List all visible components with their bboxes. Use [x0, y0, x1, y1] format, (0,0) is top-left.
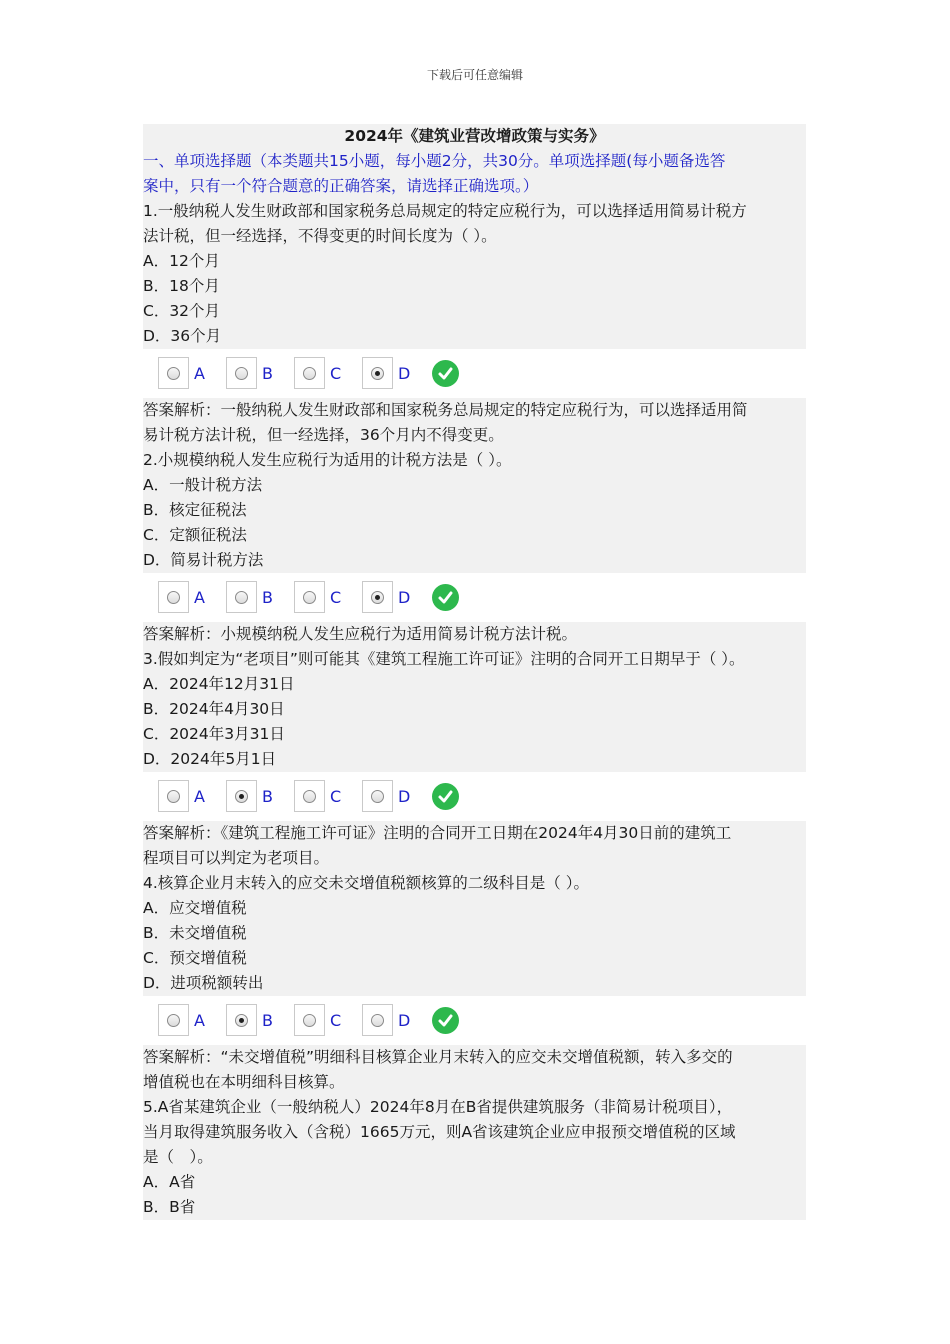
- option-text: B．B省: [143, 1198, 196, 1216]
- question-stem: 5.A省某建筑企业（一般纳税人）2024年8月在B省提供建筑服务（非简易计税项目），: [143, 1098, 733, 1116]
- answer-analysis: 答案解析：一般纳税人发生财政部和国家税务总局规定的特定应税行为，可以选择适用简: [143, 401, 748, 419]
- radio-box[interactable]: [294, 357, 325, 389]
- question-stem: 当月取得建筑服务收入（含税）1665万元，则A省该建筑企业应申报预交增值税的区域: [143, 1123, 736, 1141]
- option-text: C．2024年3月31日: [143, 725, 285, 743]
- answer-option-radio[interactable]: [294, 357, 355, 389]
- answer-radio-group: [158, 779, 459, 813]
- radio-box[interactable]: [294, 581, 325, 613]
- radio-empty-icon[interactable]: [235, 367, 248, 380]
- answer-analysis: 答案解析：“未交增值税”明细科目核算企业月末转入的应交未交增值税额，转入多交的: [143, 1048, 733, 1066]
- answer-option-radio[interactable]: [294, 780, 355, 812]
- radio-empty-icon[interactable]: [167, 1014, 180, 1027]
- answer-analysis: 程项目可以判定为老项目。: [143, 849, 330, 867]
- radio-empty-icon[interactable]: [371, 1014, 384, 1027]
- option-text: D．2024年5月1日: [143, 750, 277, 768]
- radio-empty-icon[interactable]: [235, 591, 248, 604]
- question-stem: 1.一般纳税人发生财政部和国家税务总局规定的特定应税行为，可以选择适用简易计税方: [143, 202, 747, 220]
- option-text: A．应交增值税: [143, 899, 247, 917]
- answer-option-radio[interactable]: [226, 357, 287, 389]
- radio-empty-icon[interactable]: [303, 790, 316, 803]
- question-stem: 是（ ）。: [143, 1148, 213, 1166]
- radio-box[interactable]: [226, 1004, 257, 1036]
- answer-radio-group: [158, 580, 459, 614]
- radio-box[interactable]: [158, 357, 189, 389]
- radio-box[interactable]: [226, 581, 257, 613]
- radio-label: B: [262, 363, 273, 383]
- radio-empty-icon[interactable]: [303, 367, 316, 380]
- radio-dot-icon: [375, 595, 380, 600]
- radio-dot-icon: [239, 794, 244, 799]
- answer-option-radio[interactable]: [294, 581, 355, 613]
- radio-box[interactable]: [158, 581, 189, 613]
- radio-label: A: [194, 587, 205, 607]
- radio-label: D: [398, 786, 411, 806]
- question-stem: 4.核算企业月末转入的应交未交增值税额核算的二级科目是（ ）。: [143, 874, 589, 892]
- radio-box[interactable]: [362, 780, 393, 812]
- radio-box[interactable]: [362, 581, 393, 613]
- radio-label: C: [330, 587, 342, 607]
- radio-label: C: [330, 1010, 342, 1030]
- option-text: B．核定征税法: [143, 501, 247, 519]
- option-text: C．32个月: [143, 302, 221, 320]
- radio-label: C: [330, 786, 342, 806]
- radio-label: D: [398, 587, 411, 607]
- radio-selected-icon[interactable]: [235, 1014, 248, 1027]
- answer-option-radio[interactable]: [158, 1004, 219, 1036]
- radio-label: B: [262, 587, 273, 607]
- radio-label: D: [398, 1010, 411, 1030]
- radio-box[interactable]: [158, 1004, 189, 1036]
- option-text: A．A省: [143, 1173, 196, 1191]
- correct-check-icon: [432, 584, 459, 611]
- correct-check-icon: [432, 1007, 459, 1034]
- radio-box[interactable]: [158, 780, 189, 812]
- question-stem: 2.小规模纳税人发生应税行为适用的计税方法是（ ）。: [143, 451, 512, 469]
- question-stem: 法计税，但一经选择，不得变更的时间长度为（ ）。: [143, 227, 497, 245]
- section-heading-line: 案中，只有一个符合题意的正确答案，请选择正确选项。）: [143, 177, 539, 195]
- option-text: D．简易计税方法: [143, 551, 264, 569]
- option-text: D．36个月: [143, 327, 222, 345]
- radio-empty-icon[interactable]: [167, 591, 180, 604]
- radio-label: C: [330, 363, 342, 383]
- answer-option-radio[interactable]: [362, 357, 423, 389]
- radio-dot-icon: [375, 371, 380, 376]
- section-heading-line: 一、单项选择题（本类题共15小题，每小题2分，共30分。单项选择题(每小题备选答: [143, 152, 726, 170]
- answer-option-radio[interactable]: [226, 581, 287, 613]
- radio-label: A: [194, 1010, 205, 1030]
- option-text: B．2024年4月30日: [143, 700, 285, 718]
- answer-option-radio[interactable]: [158, 357, 219, 389]
- answer-radio-group: [158, 1003, 459, 1037]
- answer-radio-group: [158, 356, 459, 390]
- radio-empty-icon[interactable]: [303, 1014, 316, 1027]
- radio-selected-icon[interactable]: [371, 591, 384, 604]
- radio-box[interactable]: [362, 1004, 393, 1036]
- correct-check-icon: [432, 783, 459, 810]
- question-block-1: [143, 124, 806, 349]
- option-text: C．定额征税法: [143, 526, 247, 544]
- radio-label: A: [194, 786, 205, 806]
- radio-empty-icon[interactable]: [371, 790, 384, 803]
- answer-analysis: 答案解析：《建筑工程施工许可证》注明的合同开工日期在2024年4月30日前的建筑工: [143, 824, 732, 842]
- answer-option-radio[interactable]: [294, 1004, 355, 1036]
- radio-label: B: [262, 1010, 273, 1030]
- option-text: A．12个月: [143, 252, 220, 270]
- answer-option-radio[interactable]: [362, 780, 423, 812]
- option-text: A．一般计税方法: [143, 476, 263, 494]
- answer-analysis: 答案解析：小规模纳税人发生应税行为适用简易计税方法计税。: [143, 625, 578, 643]
- option-text: D．进项税额转出: [143, 974, 264, 992]
- document-title: 2024年《建筑业营改增政策与实务》: [344, 127, 605, 145]
- radio-box[interactable]: [294, 780, 325, 812]
- radio-dot-icon: [239, 1018, 244, 1023]
- question-block-5: [143, 1045, 806, 1220]
- radio-empty-icon[interactable]: [303, 591, 316, 604]
- question-block-3: [143, 622, 806, 772]
- radio-box[interactable]: [226, 357, 257, 389]
- answer-analysis: 易计税方法计税，但一经选择，36个月内不得变更。: [143, 426, 504, 444]
- radio-box[interactable]: [226, 780, 257, 812]
- radio-label: D: [398, 363, 411, 383]
- answer-option-radio[interactable]: [226, 780, 287, 812]
- option-text: B．未交增值税: [143, 924, 247, 942]
- radio-selected-icon[interactable]: [371, 367, 384, 380]
- question-stem: 3.假如判定为“老项目”则可能其《建筑工程施工许可证》注明的合同开工日期早于（ ）。: [143, 650, 745, 668]
- answer-option-radio[interactable]: [158, 780, 219, 812]
- radio-label: B: [262, 786, 273, 806]
- correct-check-icon: [432, 360, 459, 387]
- radio-box[interactable]: [362, 357, 393, 389]
- radio-box[interactable]: [294, 1004, 325, 1036]
- answer-analysis: 增值税也在本明细科目核算。: [143, 1073, 345, 1091]
- option-text: A．2024年12月31日: [143, 675, 295, 693]
- page-header: 下载后可任意编辑: [426, 68, 523, 82]
- question-block-4: [143, 821, 806, 996]
- radio-empty-icon[interactable]: [167, 367, 180, 380]
- option-text: B．18个月: [143, 277, 220, 295]
- radio-selected-icon[interactable]: [235, 790, 248, 803]
- question-block-2: [143, 398, 806, 573]
- radio-empty-icon[interactable]: [167, 790, 180, 803]
- answer-option-radio[interactable]: [362, 581, 423, 613]
- option-text: C．预交增值税: [143, 949, 247, 967]
- answer-option-radio[interactable]: [158, 581, 219, 613]
- answer-option-radio[interactable]: [226, 1004, 287, 1036]
- radio-label: A: [194, 363, 205, 383]
- answer-option-radio[interactable]: [362, 1004, 423, 1036]
